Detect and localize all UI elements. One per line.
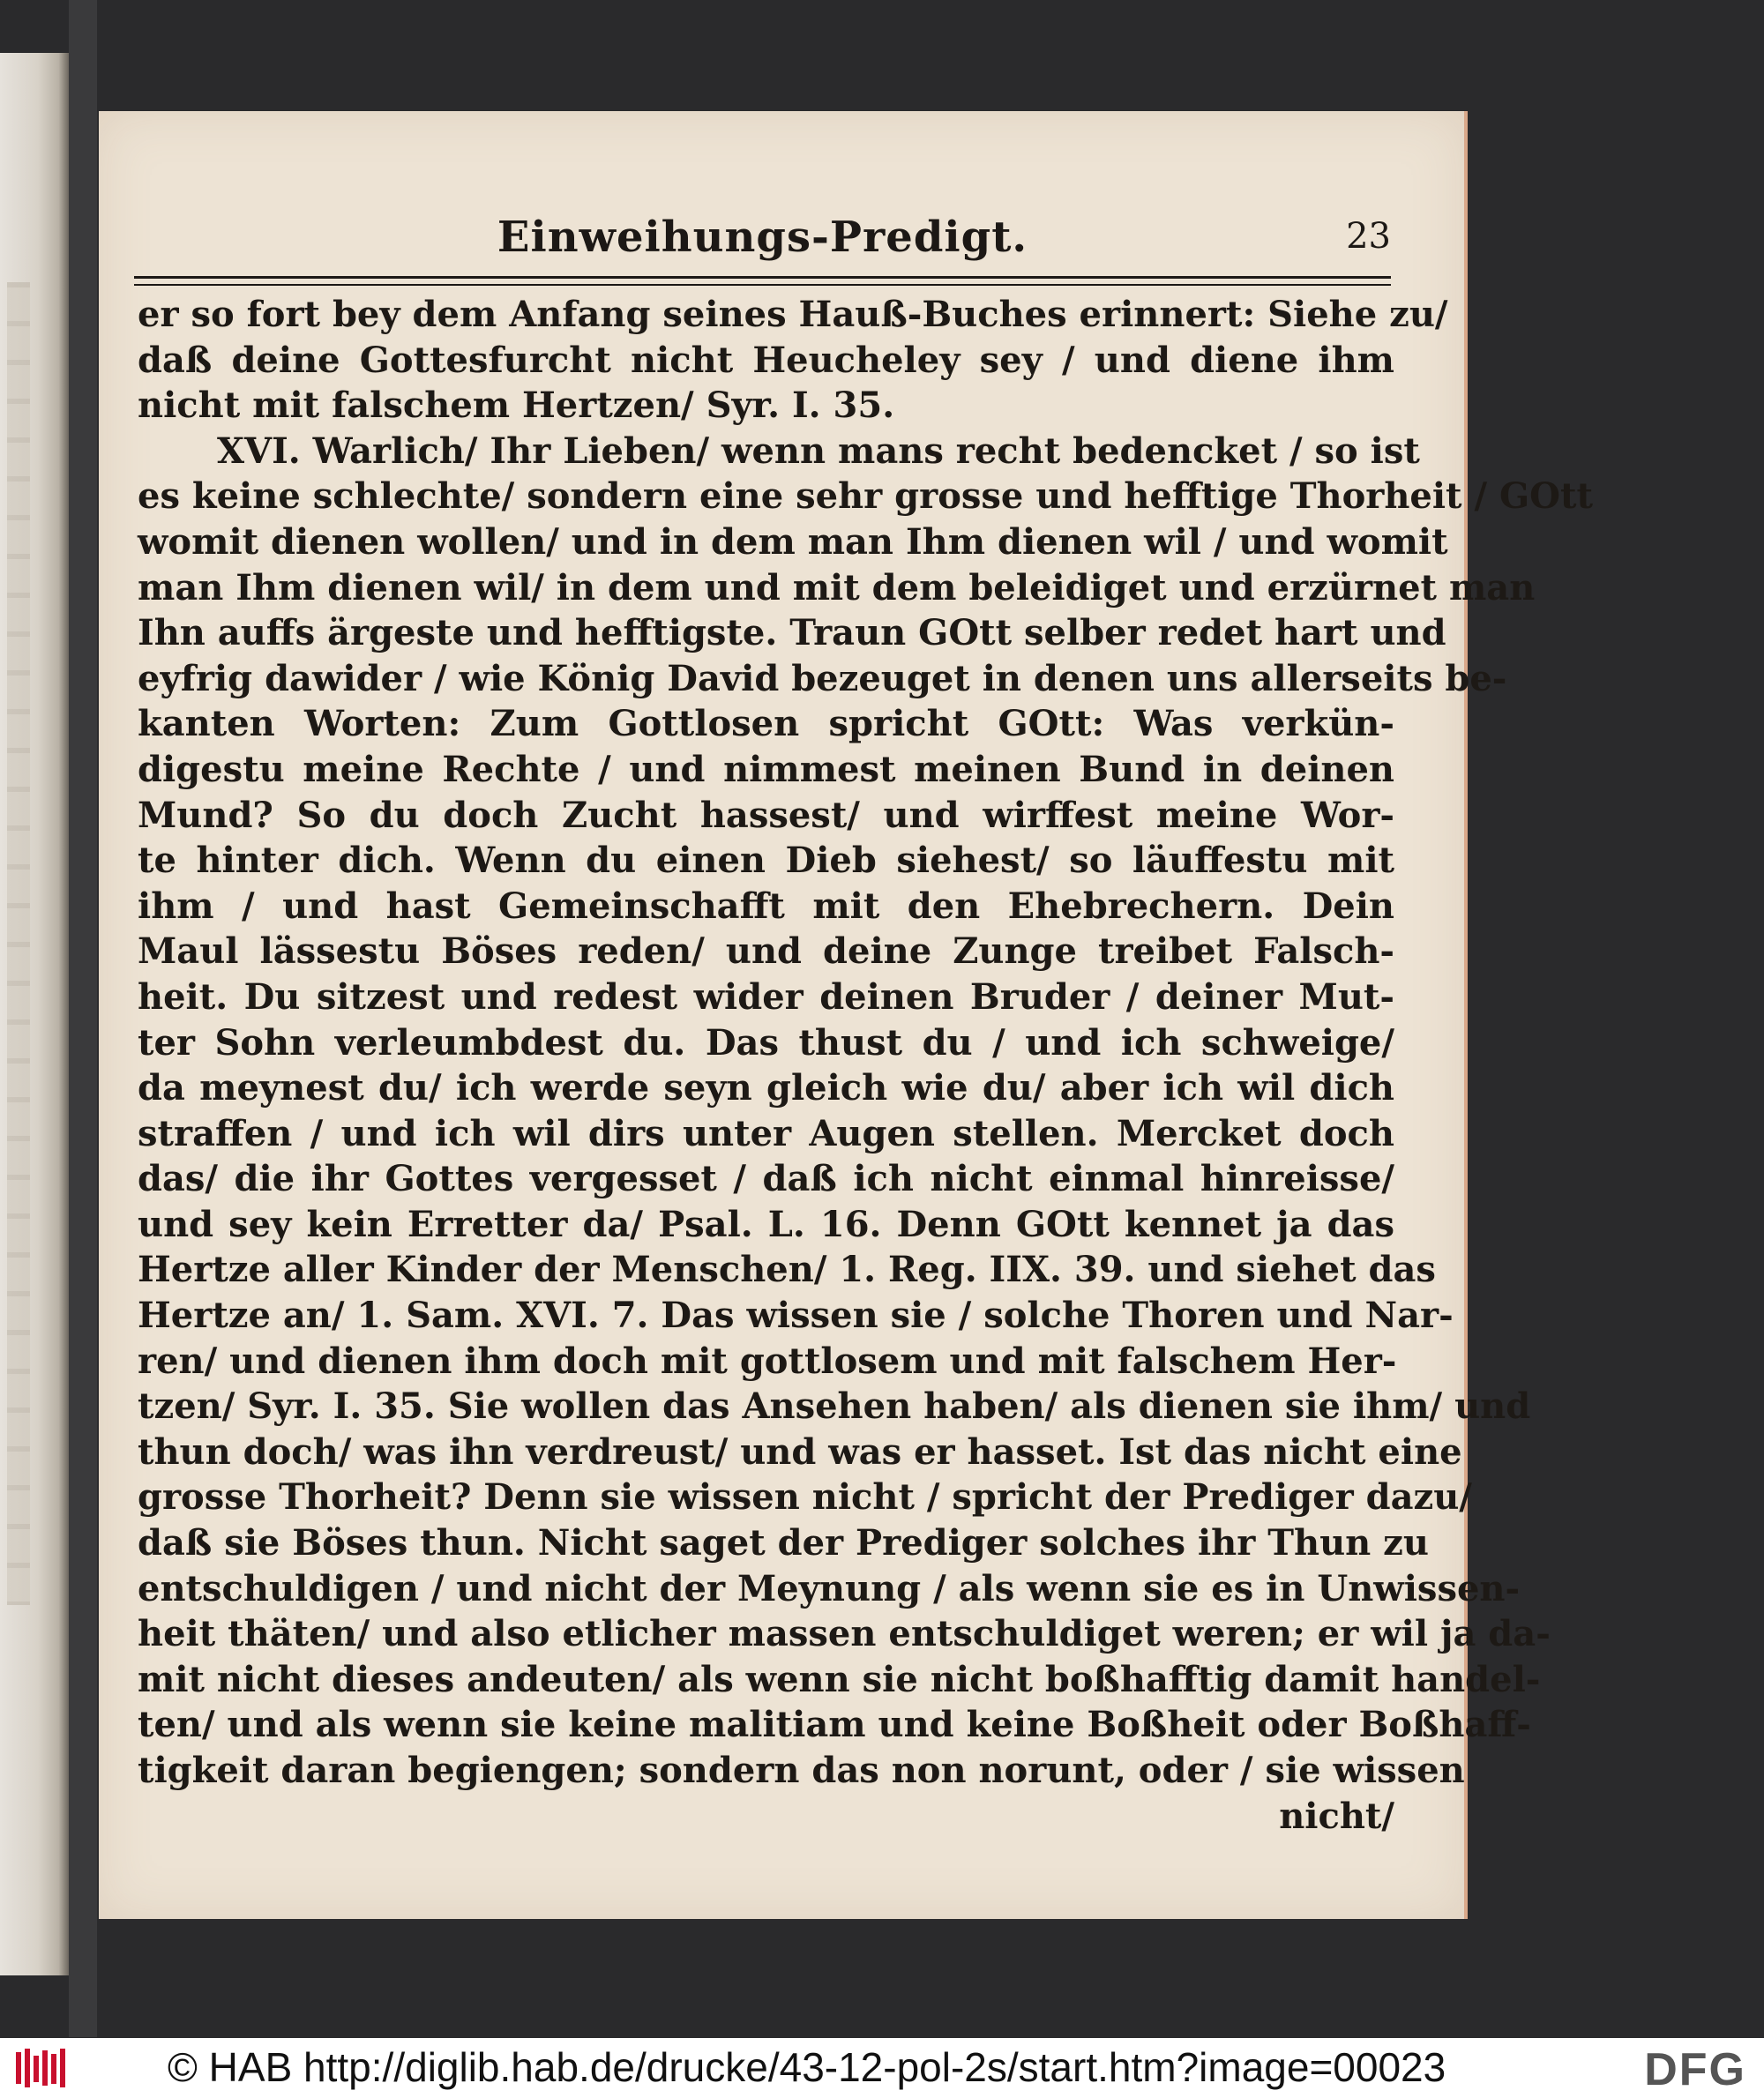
text-line: nicht mit falschem Hertzen/ Syr. I. 35.	[138, 385, 895, 427]
text-line: tzen/ Syr. I. 35. Sie wollen das Ansehen haben/ als dienen sie ihm/ und	[138, 1385, 1531, 1428]
dfg-logo: DFG	[1644, 2044, 1746, 2095]
text-line: ten/ und als wenn sie keine malitiam und keine Boßheit oder Boßhaff-	[138, 1704, 1531, 1746]
catchword: nicht/	[1279, 1795, 1394, 1837]
adjacent-page-text-edge	[7, 282, 30, 1605]
text-line: man Ihm dienen wil/ in dem und mit dem beleidiget und erzürnet man	[138, 566, 1536, 608]
page-header	[134, 213, 1391, 283]
book-gutter	[69, 0, 97, 2037]
text-line: heit thäten/ und also etlicher massen entschuldiget weren; er wil ja da-	[138, 1613, 1551, 1655]
text-line: da meynest du/ ich werde seyn gleich wie du/ aber ich wil dich	[138, 1067, 1394, 1109]
text-line: Mund? So du doch Zucht hassest/ und wirffest meine Wor-	[138, 794, 1394, 836]
text-line: das/ die ihr Gottes vergesset / daß ich nicht einmal hinreisse/	[138, 1158, 1394, 1200]
text-line: daß deine Gottesfurcht nicht Heucheley sey / und diene ihm	[138, 339, 1394, 381]
text-line: tigkeit daran begiengen; sondern das non norunt, oder / sie wissen	[138, 1750, 1465, 1791]
sermon-text	[138, 292, 1593, 1839]
text-line: Hertze aller Kinder der Menschen/ 1. Reg. IIX. 39. und siehet das	[138, 1249, 1436, 1291]
text-line: grosse Thorheit? Denn sie wissen nicht / spricht der Prediger dazu/	[138, 1476, 1472, 1519]
text-line: te hinter dich. Wenn du einen Dieb siehest/ so läuffestu mit	[138, 840, 1394, 882]
text-line: es keine schlechte/ sondern eine sehr grosse und hefftige Thorheit / GOtt	[138, 475, 1593, 518]
text-line: ren/ und dienen ihm doch mit gottlosem und mit falschem Her-	[138, 1340, 1397, 1382]
text-line: Hertze an/ 1. Sam. XVI. 7. Das wissen sie / solche Thoren und Nar-	[138, 1295, 1454, 1337]
text-line: digestu meine Rechte / und nimmest meinen Bund in deinen	[138, 748, 1394, 790]
book-page	[99, 111, 1593, 1919]
running-head: Einweihungs-Predigt.	[497, 213, 1028, 262]
text-line: kanten Worten: Zum Gottlosen spricht GOtt: Was verkün-	[138, 703, 1394, 745]
text-line: straffen / und ich wil dirs unter Augen stellen. Mercket doch	[138, 1112, 1394, 1154]
text-line: daß sie Böses thun. Nicht saget der Prediger solches ihr Thun zu	[138, 1522, 1429, 1564]
header-rule	[134, 276, 1391, 286]
text-line: ihm / und hast Gemeinschafft mit den Ehebrechern. Dein	[138, 885, 1394, 927]
text-line: und sey kein Erretter da/ Psal. L. 16. Denn GOtt kennet ja das	[138, 1203, 1394, 1245]
text-line: entschuldigen / und nicht der Meynung / als wenn sie es in Unwissen-	[138, 1567, 1521, 1609]
text-line: heit. Du sitzest und redest wider deinen Bruder / deiner Mut-	[138, 975, 1394, 1018]
text-line: mit nicht dieses andeuten/ als wenn sie nicht boßhafftig damit handel-	[138, 1658, 1541, 1700]
text-line: XVI. Warlich/ Ihr Lieben/ wenn mans recht bedencket / so ist	[217, 429, 1420, 472]
text-line: womit dienen wollen/ und in dem man Ihm dienen wil / und womit	[138, 520, 1448, 563]
page-number: 23	[1346, 216, 1391, 257]
text-line: Maul lässestu Böses reden/ und deine Zunge treibet Falsch-	[138, 930, 1394, 973]
text-line: eyfrig dawider / wie König David bezeuget in denen uns allerseits be-	[138, 657, 1507, 699]
hab-logo-icon	[16, 2049, 71, 2087]
text-line: er so fort bey dem Anfang seines Hauß-Buches erinnert: Siehe zu/	[138, 294, 1448, 335]
copyright-url[interactable]: © HAB http://diglib.hab.de/drucke/43-12-pol-2s/start.htm?image=00023	[168, 2044, 1446, 2090]
text-line: thun doch/ was ihn verdreust/ und was er hasset. Ist das nicht eine	[138, 1430, 1462, 1473]
text-line: Ihn auffs ärgeste und hefftigste. Traun GOtt selber redet hart und	[138, 612, 1446, 654]
text-line: ter Sohn verleumbdest du. Das thust du / und ich schweige/	[138, 1021, 1394, 1064]
footer-bar	[0, 2038, 1764, 2098]
adjacent-page-edge	[0, 53, 69, 1975]
